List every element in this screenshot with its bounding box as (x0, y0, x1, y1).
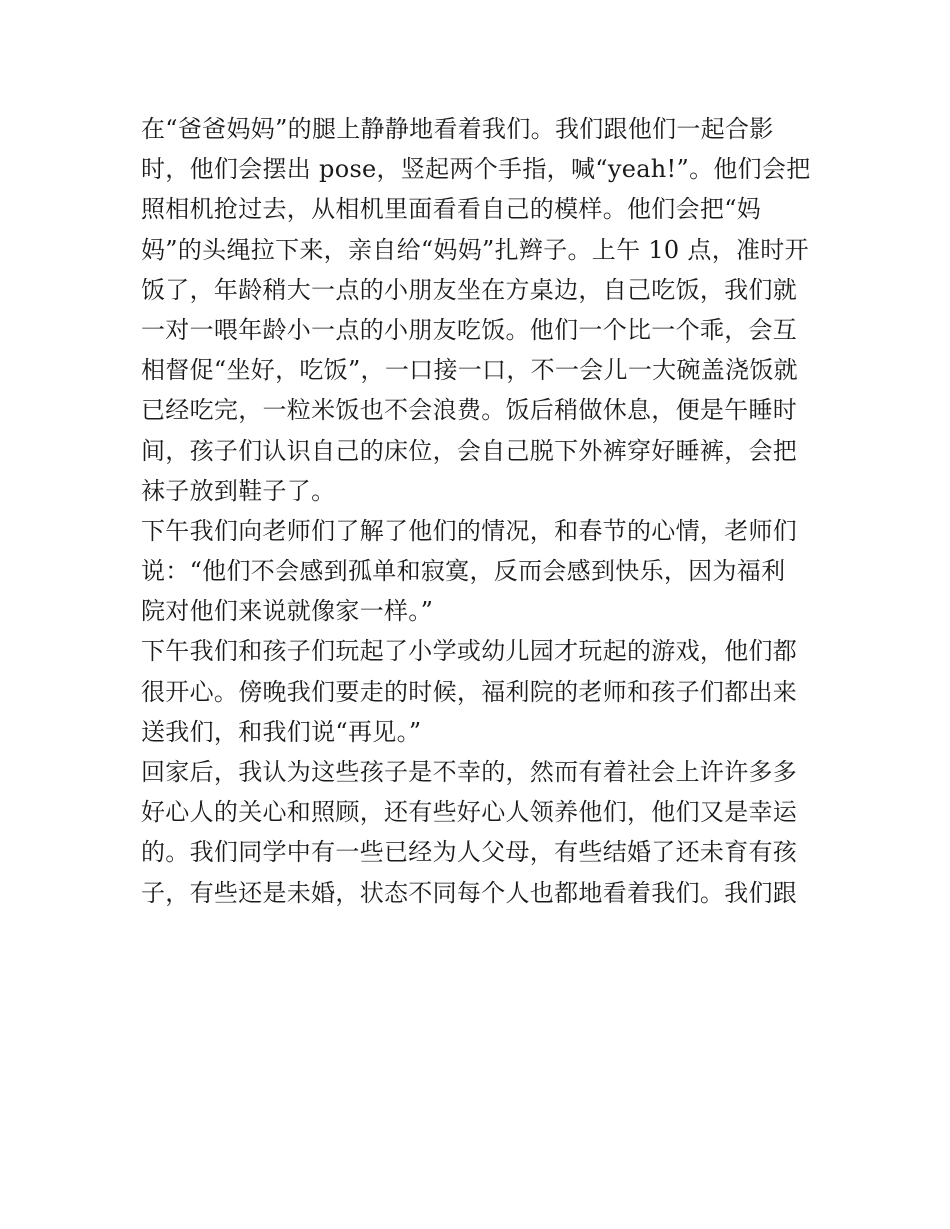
text-line-18: 好心人的关心和照顾，还有些好心人领养他们，他们又是幸运 (141, 798, 798, 827)
text-line-6: 一对一喂年龄小一点的小朋友吃饭。他们一个比一个乖，会互 (141, 315, 798, 344)
text-line-4: 妈”的头绳拉下来，亲自给“妈妈”扎辫子。上午 10 点，准时开 (141, 235, 809, 264)
text-line-3: 照相机抢过去，从相机里面看看自己的模样。他们会把“妈 (141, 195, 762, 224)
text-line-19: 的。我们同学中有一些已经为人父母，有些结婚了还未育有孩 (141, 838, 798, 867)
text-line-7: 相督促“坐好，吃饭”，一口接一口，不一会儿一大碗盖浇饭就 (141, 356, 798, 385)
text-line-17: 回家后，我认为这些孩子是不幸的，然而有着社会上许许多多 (141, 758, 798, 786)
text-line-5: 饭了，年龄稍大一点的小朋友坐在方桌边，自己吃饭，我们就 (141, 275, 798, 304)
text-line-13: 院对他们来说就像家一样。” (141, 597, 434, 626)
text-line-9: 间，孩子们认识自己的床位，会自己脱下外裤穿好睡裤，会把 (141, 436, 798, 465)
text-line-16: 送我们，和我们说“再见。” (141, 717, 422, 746)
text-line-11: 下午我们向老师们了解了他们的情况，和春节的心情，老师们 (141, 516, 798, 545)
text-line-10: 袜子放到鞋子了。 (141, 476, 336, 505)
text-line-14: 下午我们和孩子们玩起了小学或幼儿园才玩起的游戏，他们都 (141, 637, 798, 666)
text-line-20: 子，有些还是未婚，状态不同每个人也都地看着我们。我们跟 (141, 878, 798, 907)
text-line-8: 已经吃完，一粒米饭也不会浪费。饭后稍做休息，便是午睡时 (141, 396, 798, 425)
text-line-12: 说：“他们不会感到孤单和寂寞，反而会感到快乐，因为福利 (141, 557, 786, 586)
text-line-2: 时，他们会摆出 pose，竖起两个手指，喊“yeah!”。他们会把 (141, 155, 811, 184)
body-text (141, 109, 813, 913)
text-line-1: 在“爸爸妈妈”的腿上静静地看着我们。我们跟他们一起合影 (141, 115, 774, 143)
text-line-15: 很开心。傍晚我们要走的时候，福利院的老师和孩子们都出来 (141, 677, 798, 706)
